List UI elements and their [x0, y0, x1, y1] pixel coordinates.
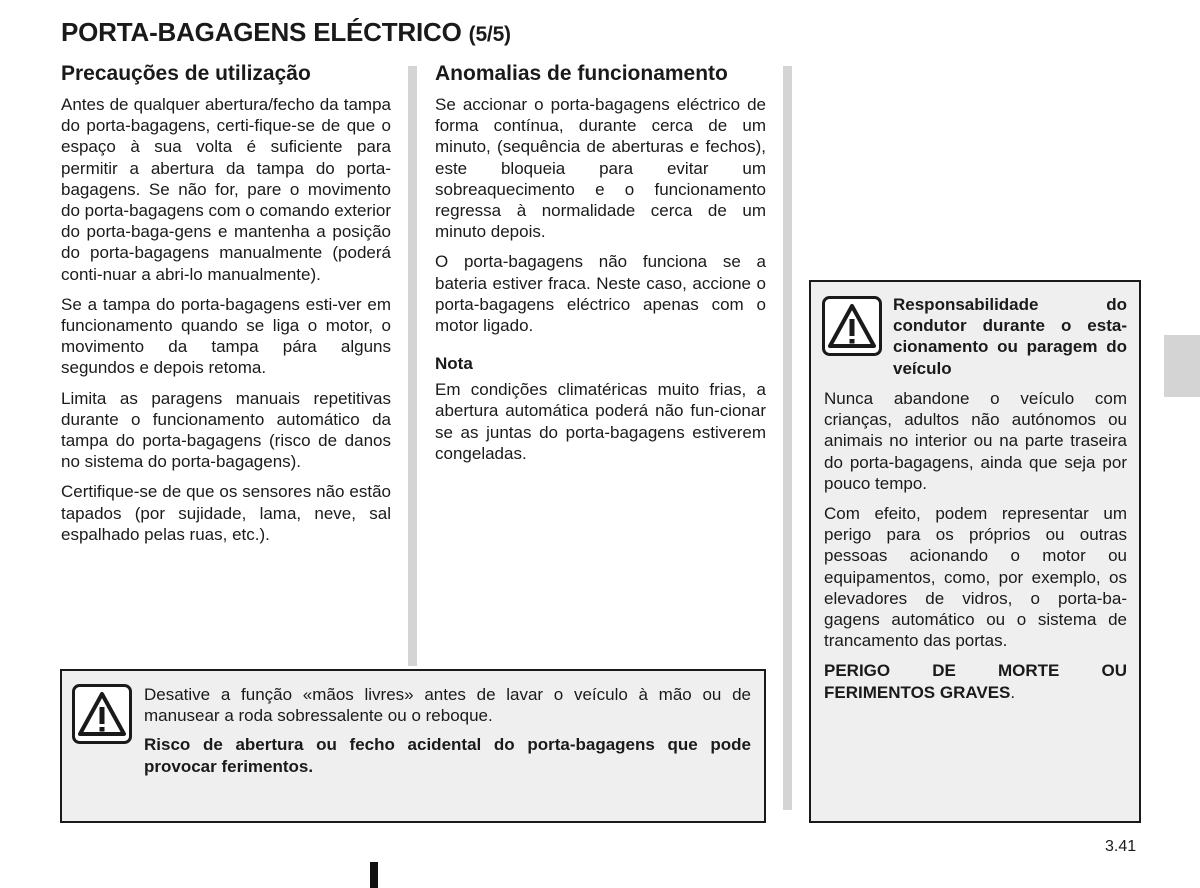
warning-triangle-icon	[822, 296, 882, 356]
section-thumb-tab	[1164, 335, 1200, 397]
danger-line-2	[824, 682, 1127, 703]
page-title-suffix: (5/5)	[468, 23, 511, 46]
column-divider-bar	[783, 66, 792, 810]
page-number: 3.41	[1105, 838, 1137, 855]
danger-line-1: PERIGO DE MORTE OU	[824, 661, 1127, 681]
column-divider-bar	[408, 66, 417, 666]
danger-line-2-period: .	[1010, 682, 1016, 702]
danger-line-2-text: FERIMENTOS GRAVES	[824, 682, 1011, 702]
driver-responsibility-box	[809, 280, 1141, 823]
precautions-paragraph: Certifique-se de que os sensores não estão tapados (por sujidade, lama, neve, sal espalhado pelas ruas, etc.).	[61, 482, 391, 544]
precautions-paragraph: Se a tampa do porta-bagagens esti-ver em funcionamento quando se liga o motor, o movimento da tampa pára alguns segundos e depois retoma.	[61, 294, 391, 378]
hands-free-warning-box	[60, 669, 766, 823]
malfunctions-paragraph: Se accionar o porta-bagagens eléctrico de forma contínua, durante cerca de um minuto, (sequência de aberturas e fechos), este bloqueia para evitar um sobreaquecimento e o funcionamento regressa à normalidade cerca de um minuto depois.	[435, 95, 766, 242]
page-title	[61, 17, 511, 48]
responsibility-title: Responsabilidade do condutor durante o esta-cionamento ou paragem do veículo	[893, 295, 1127, 378]
malfunctions-paragraph: O porta-bagagens não funciona se a bateria estiver fraca. Neste caso, accione o porta-bagagens eléctrico apenas com o motor ligado.	[435, 252, 766, 336]
malfunctions-heading: Anomalias de funcionamento	[435, 62, 728, 85]
responsibility-paragraph: Com efeito, podem representar um perigo para os próprios ou outras pessoas acionando o motor ou equipamentos, como, por exemplo, os elevadores de vidros, o porta-ba-gagens automático ou o sistema de trancamento das portas.	[824, 504, 1127, 651]
precautions-paragraph: Antes de qualquer abertura/fecho da tampa do porta-bagagens, certi-fique-se de que o espaço à sua volta é suficiente para permitir a abertura da tampa do porta-bagagens. Se não for, pare o movimento do porta-bagagens com o comando exterior do porta-baga-gens e mantenha a posição do porta-bagagens manualmente (poderá conti-nuar a abri-lo manualmente).	[61, 95, 391, 284]
page-title-text: PORTA-BAGAGENS ELÉCTRICO	[61, 17, 462, 47]
precautions-column	[61, 62, 391, 554]
precautions-paragraph: Limita as paragens manuais repetitivas durante o funcionamento automático da tampa do porta-bagagens (risco de danos no sistema do porta-bagagens).	[61, 388, 391, 472]
crop-mark	[370, 862, 378, 888]
warning-risk-text: Risco de abertura ou fecho acidental do porta-bagagens que pode provocar ferimentos.	[144, 735, 751, 776]
note-paragraph: Em condições climatéricas muito frias, a abertura automática poderá não fun-cionar se as juntas do porta-bagagens estiverem congeladas.	[435, 380, 766, 463]
warning-triangle-icon	[72, 684, 132, 744]
responsibility-paragraph: Nunca abandone o veículo com crianças, adultos não autónomos ou animais no interior ou na parte traseira do porta-bagagens, ainda que seja por pouco tempo.	[824, 389, 1127, 493]
precautions-heading: Precauções de utilização	[61, 62, 311, 85]
warning-text: Desative a função «mãos livres» antes de lavar o veículo à mão ou de manusear a roda sobressalente ou o reboque.	[144, 685, 751, 726]
malfunctions-column	[435, 62, 766, 473]
note-heading: Nota	[435, 354, 473, 374]
